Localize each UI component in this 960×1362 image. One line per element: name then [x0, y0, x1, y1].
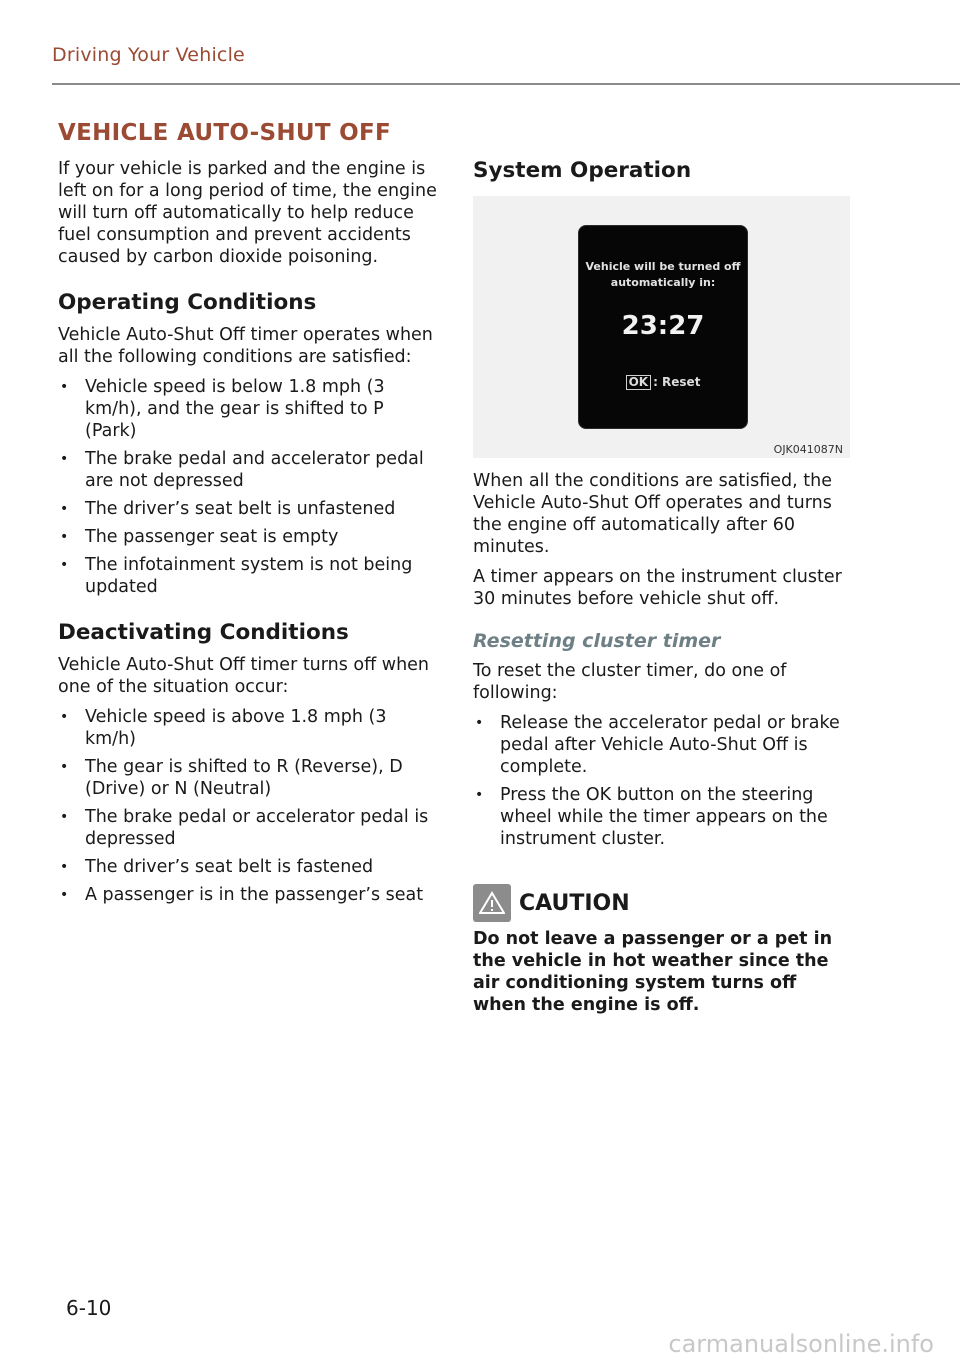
operating-conditions-lead: Vehicle Auto-Shut Off timer operates when all the following conditions are satisfied:: [58, 325, 433, 367]
list-item: • Vehicle speed is below 1.8 mph (3 km/h), and the gear is shifted to P (Park): [58, 376, 438, 442]
section-header: Driving Your Vehicle: [52, 44, 245, 66]
left-column: [58, 120, 438, 912]
page-number: 6-10: [66, 1296, 112, 1320]
caution-title: CAUTION: [519, 890, 630, 916]
deactivating-conditions-list: [58, 706, 438, 906]
figure-code: OJK041087N: [773, 443, 843, 456]
system-operation-paragraph: When all the conditions are satisfied, the Vehicle Auto-Shut Off operates and turns the engine off automatically after 60 minutes.: [473, 471, 832, 557]
deactivating-conditions-heading: Deactivating Conditions: [58, 620, 349, 645]
deactivating-conditions-lead: Vehicle Auto-Shut Off timer turns off when one of the situation occur:: [58, 655, 430, 697]
warning-triangle-icon: [473, 884, 511, 922]
list-item: • The driver’s seat belt is fastened: [58, 856, 438, 878]
page-title: VEHICLE AUTO-SHUT OFF: [58, 120, 392, 146]
resetting-timer-lead: To reset the cluster timer, do one of following:: [473, 661, 787, 703]
operating-conditions-list: [58, 376, 438, 598]
reset-label: : Reset: [653, 375, 701, 389]
list-item: • A passenger is in the passenger’s seat: [58, 884, 438, 906]
cluster-figure: [473, 196, 850, 458]
list-item: • The gear is shifted to R (Reverse), D (Drive) or N (Neutral): [58, 756, 438, 800]
resetting-timer-heading: Resetting cluster timer: [473, 630, 721, 652]
list-item: • Vehicle speed is above 1.8 mph (3 km/h): [58, 706, 438, 750]
list-item: • The driver’s seat belt is unfastened: [58, 498, 438, 520]
caution-header: [473, 884, 853, 922]
cluster-message-line: Vehicle will be turned off: [585, 260, 741, 273]
watermark: carmanualsonline.info: [668, 1330, 934, 1358]
list-item: • The brake pedal or accelerator pedal is depressed: [58, 806, 438, 850]
cluster-message: [579, 259, 747, 291]
list-item: • Release the accelerator pedal or brake pedal after Vehicle Auto-Shut Off is complete.: [473, 712, 853, 778]
ok-key-label: OK: [626, 375, 652, 390]
system-operation-heading: System Operation: [473, 158, 692, 183]
cluster-message-line: automatically in:: [610, 276, 716, 289]
list-item: • The brake pedal and accelerator pedal are not depressed: [58, 448, 438, 492]
resetting-timer-list: [473, 712, 853, 850]
intro-paragraph: If your vehicle is parked and the engine is left on for a long period of time, the engine will turn off automatically to help reduce fuel consumption and prevent accidents caused by carbon dioxide poisoning.: [58, 159, 437, 267]
right-column: [473, 158, 853, 1016]
caution-body: Do not leave a passenger or a pet in the vehicle in hot weather since the air conditioning system turns off when the engine is off.: [473, 929, 833, 1015]
cluster-timer: 23:27: [621, 311, 705, 341]
operating-conditions-heading: Operating Conditions: [58, 290, 317, 315]
cluster-reset-hint: [579, 375, 747, 390]
header-divider: [52, 83, 960, 85]
cluster-display: [578, 225, 748, 429]
timer-paragraph: A timer appears on the instrument cluster 30 minutes before vehicle shut off.: [473, 567, 842, 609]
list-item: • The infotainment system is not being updated: [58, 554, 438, 598]
list-item: • The passenger seat is empty: [58, 526, 438, 548]
list-item: • Press the OK button on the steering wheel while the timer appears on the instrument cluster.: [473, 784, 853, 850]
